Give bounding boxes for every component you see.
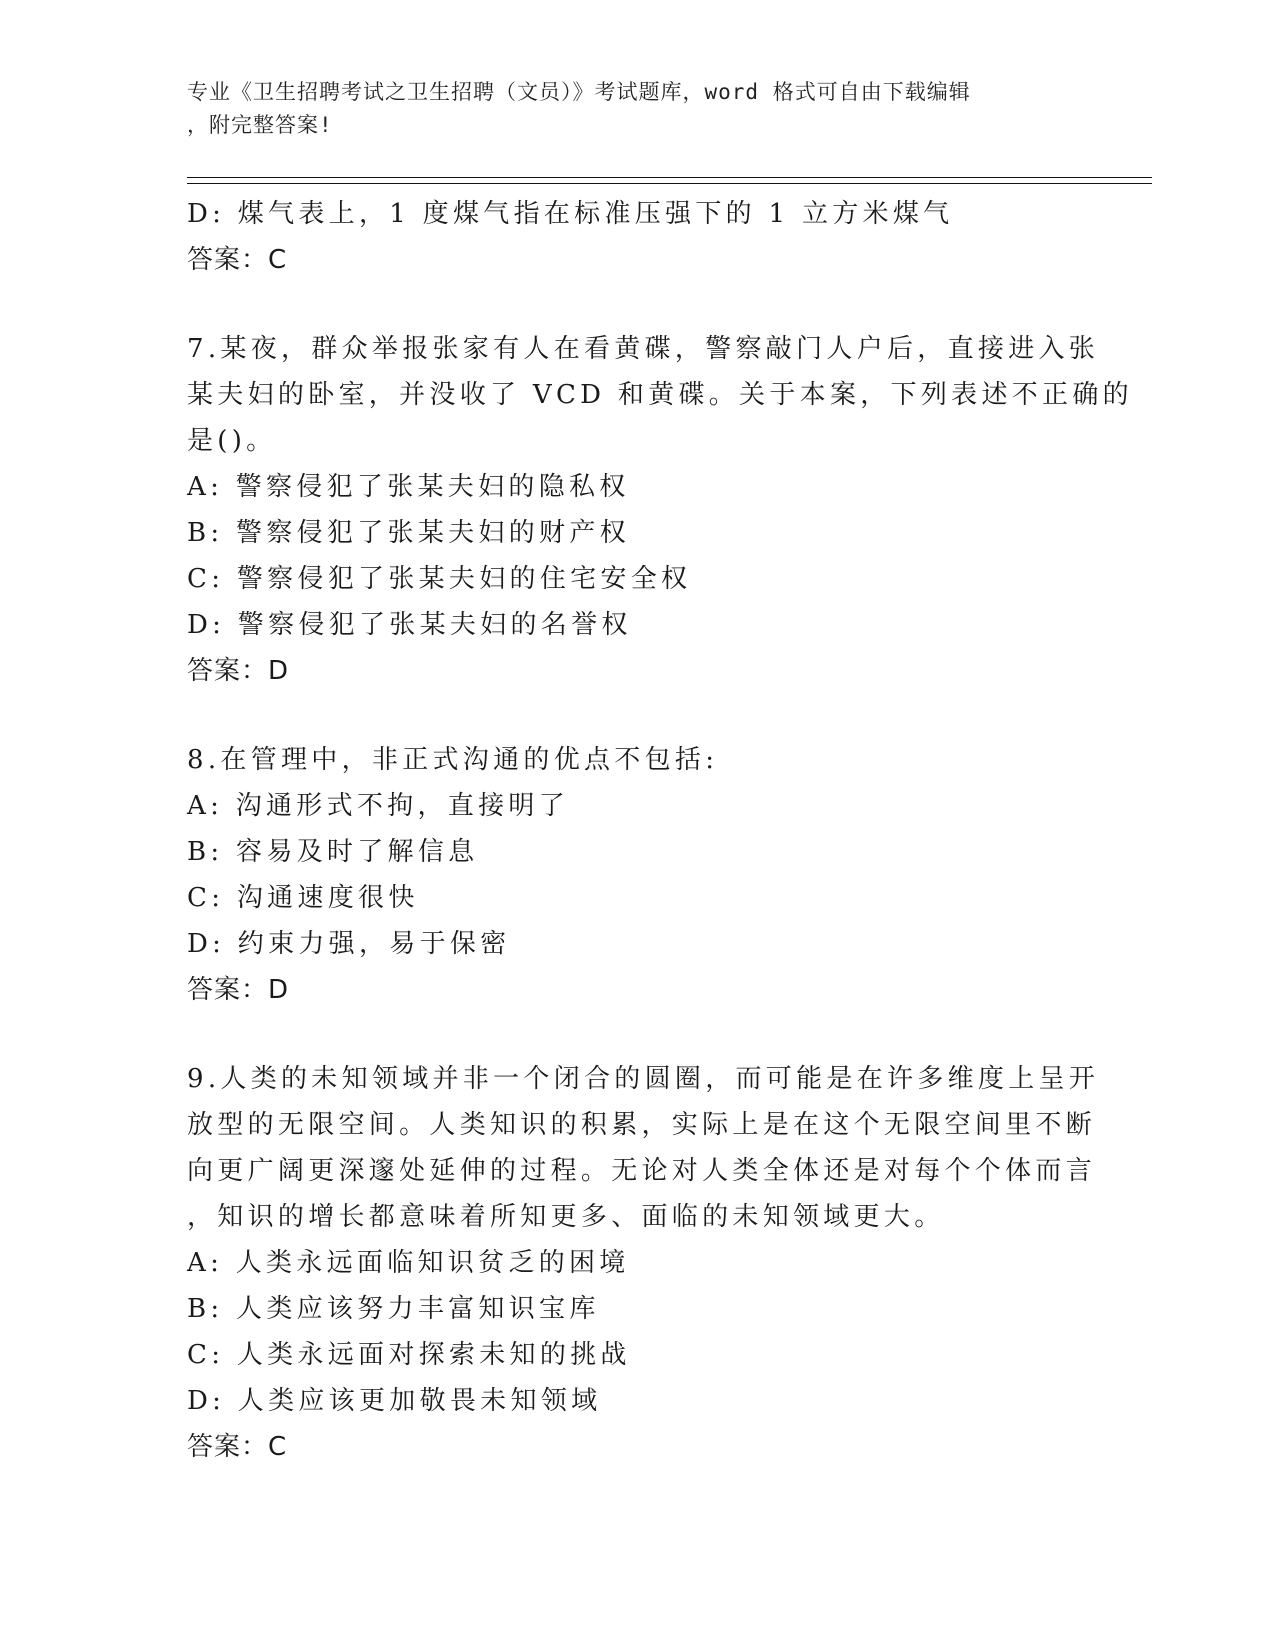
header-rule [187, 183, 1152, 184]
option-c: C: 人类永远面对探索未知的挑战 [187, 1340, 631, 1370]
header-line: ，附完整答案! [187, 113, 333, 137]
option-c: C: 警察侵犯了张某夫妇的住宅安全权 [187, 564, 692, 594]
question-stem: 8.在管理中，非正式沟通的优点不包括: [187, 745, 719, 775]
answer-line: 答案：D [187, 656, 290, 686]
question-8 [187, 737, 1067, 1013]
option-d: D: 煤气表上，1 度煤气指在标准压强下的 1 立方米煤气 [187, 199, 954, 229]
question-stem: ，知识的增长都意味着所知更多、面临的未知领域更大。 [187, 1202, 945, 1232]
option-a: A: 人类永远面临知识贫乏的困境 [187, 1248, 630, 1278]
question-7 [187, 326, 1133, 694]
question-stem: 向更广阔更深邃处延伸的过程。无论对人类全体还是对每个个体而言 [187, 1156, 1097, 1186]
question-stem: 7.某夜，群众举报张家有人在看黄碟，警察敲门人户后，直接进入张 [187, 334, 1100, 364]
option-b: B: 容易及时了解信息 [187, 837, 479, 867]
question-9 [187, 1056, 1100, 1470]
question-stem: 放型的无限空间。人类知识的积累，实际上是在这个无限空间里不断 [187, 1110, 1097, 1140]
option-d: D: 警察侵犯了张某夫妇的名誉权 [187, 610, 632, 640]
header-rule [187, 177, 1152, 178]
question-stem: 9.人类的未知领域并非一个闭合的圆圈，而可能是在许多维度上呈开 [187, 1064, 1100, 1094]
question-stem: 是()。 [187, 426, 277, 456]
option-b: B: 人类应该努力丰富知识宝库 [187, 1294, 600, 1324]
document-header [187, 76, 1067, 142]
document-body [187, 191, 1133, 1470]
option-b: B: 警察侵犯了张某夫妇的财产权 [187, 518, 630, 548]
option-a: A: 警察侵犯了张某夫妇的隐私权 [187, 472, 630, 502]
question-stem: 某夫妇的卧室，并没收了 VCD 和黄碟。关于本案，下列表述不正确的 [187, 380, 1133, 410]
option-d: D: 约束力强，易于保密 [187, 929, 511, 959]
previous-question [187, 191, 1067, 283]
option-a: A: 沟通形式不拘，直接明了 [187, 791, 570, 821]
answer-line: 答案：C [187, 1432, 288, 1462]
answer-line: 答案：D [187, 975, 290, 1005]
option-d: D: 人类应该更加敬畏未知领域 [187, 1386, 602, 1416]
header-line: 专业《卫生招聘考试之卫生招聘（文员）》考试题库，word 格式可自由下载编辑 [187, 80, 971, 104]
option-c: C: 沟通速度很快 [187, 883, 419, 913]
answer-line: 答案：C [187, 245, 288, 275]
